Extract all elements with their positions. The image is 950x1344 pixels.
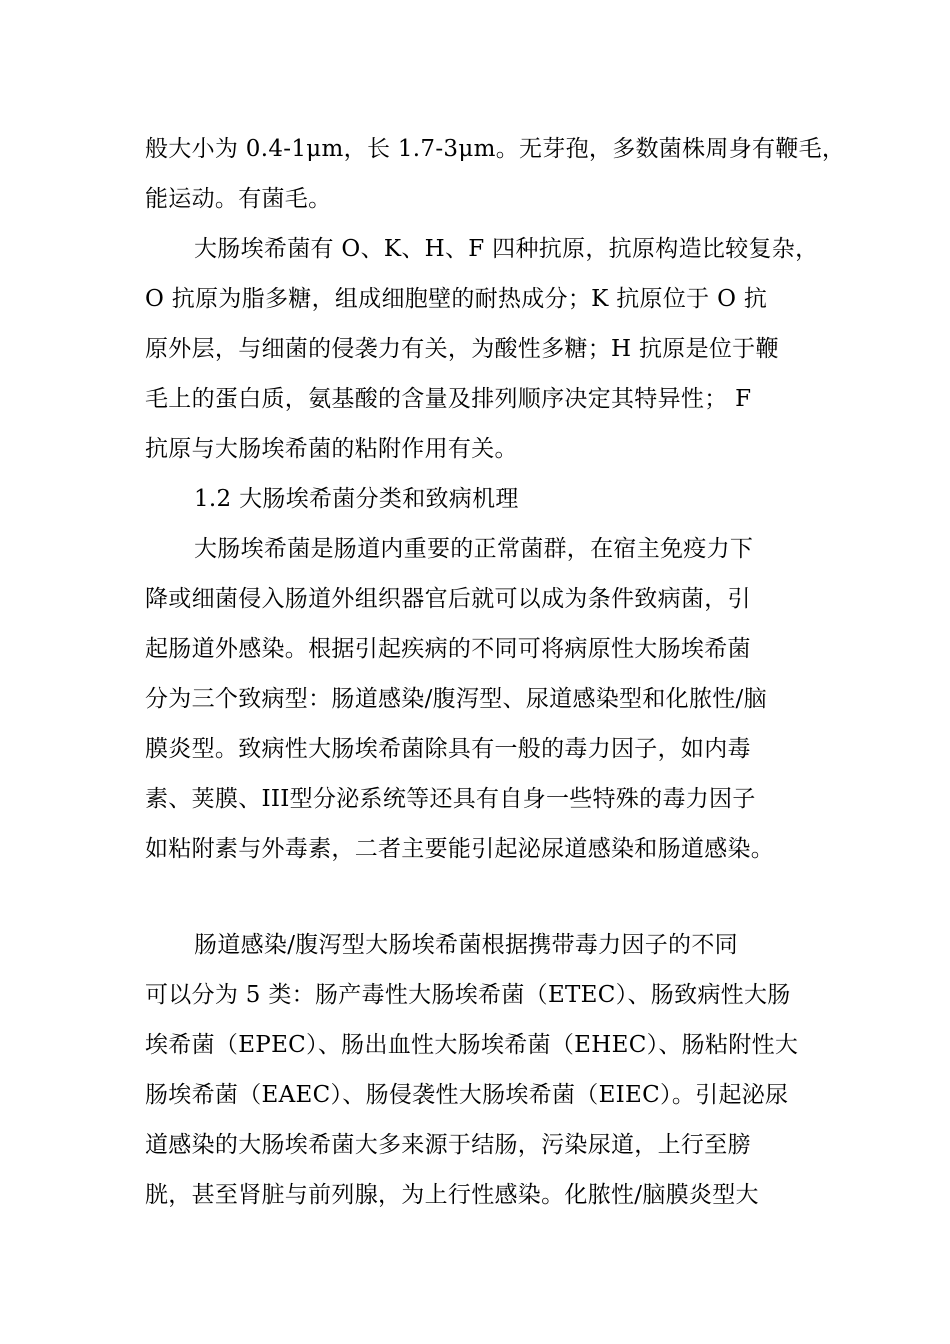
text-line: 般大小为 0.4-1μm，长 1.7-3μm。无芽孢，多数菌株周身有鞭毛， — [145, 136, 846, 162]
paragraph-first-line: 大肠埃希菌是肠道内重要的正常菌群，在宿主免疫力下 — [194, 536, 754, 562]
text-block-upper — [145, 124, 846, 874]
text-line: 素、荚膜、III型分泌系统等还具有自身一些特殊的毒力因子 — [145, 786, 756, 812]
text-line: 毛上的蛋白质，氨基酸的含量及排列顺序决定其特异性； F — [145, 386, 752, 412]
section-heading: 1.2 大肠埃希菌分类和致病机理 — [194, 486, 519, 512]
text-line: 道感染的大肠埃希菌大多来源于结肠，污染尿道，上行至膀 — [145, 1132, 751, 1158]
text-block-lower — [145, 920, 825, 1220]
text-line: 可以分为 5 类：肠产毒性大肠埃希菌（ETEC）、肠致病性大肠 — [145, 982, 791, 1008]
text-line: 膜炎型。致病性大肠埃希菌除具有一般的毒力因子，如内毒 — [145, 736, 751, 762]
text-line: 如粘附素与外毒素，二者主要能引起泌尿道感染和肠道感染。 — [145, 836, 775, 862]
text-line: 降或细菌侵入肠道外组织器官后就可以成为条件致病菌，引 — [145, 586, 751, 612]
text-line: 起肠道外感染。根据引起疾病的不同可将病原性大肠埃希菌 — [145, 636, 751, 662]
text-line: O 抗原为脂多糖，组成细胞壁的耐热成分；K 抗原位于 O 抗 — [145, 286, 768, 312]
text-line: 埃希菌（EPEC）、肠出血性大肠埃希菌（EHEC）、肠粘附性大 — [145, 1032, 799, 1058]
text-line: 能运动。有菌毛。 — [145, 186, 332, 212]
text-line: 胱，甚至肾脏与前列腺，为上行性感染。化脓性/脑膜炎型大 — [145, 1182, 759, 1208]
text-line: 肠埃希菌（EAEC）、肠侵袭性大肠埃希菌（EIEC）。引起泌尿 — [145, 1082, 789, 1108]
paragraph-first-line: 大肠埃希菌有 O、K、H、F 四种抗原，抗原构造比较复杂， — [194, 236, 819, 262]
paragraph-first-line: 肠道感染/腹泻型大肠埃希菌根据携带毒力因子的不同 — [194, 932, 738, 958]
text-line: 抗原与大肠埃希菌的粘附作用有关。 — [145, 436, 518, 462]
text-line: 原外层，与细菌的侵袭力有关，为酸性多糖；H 抗原是位于鞭 — [145, 336, 779, 362]
text-line: 分为三个致病型：肠道感染/腹泻型、尿道感染型和化脓性/脑 — [145, 686, 767, 712]
